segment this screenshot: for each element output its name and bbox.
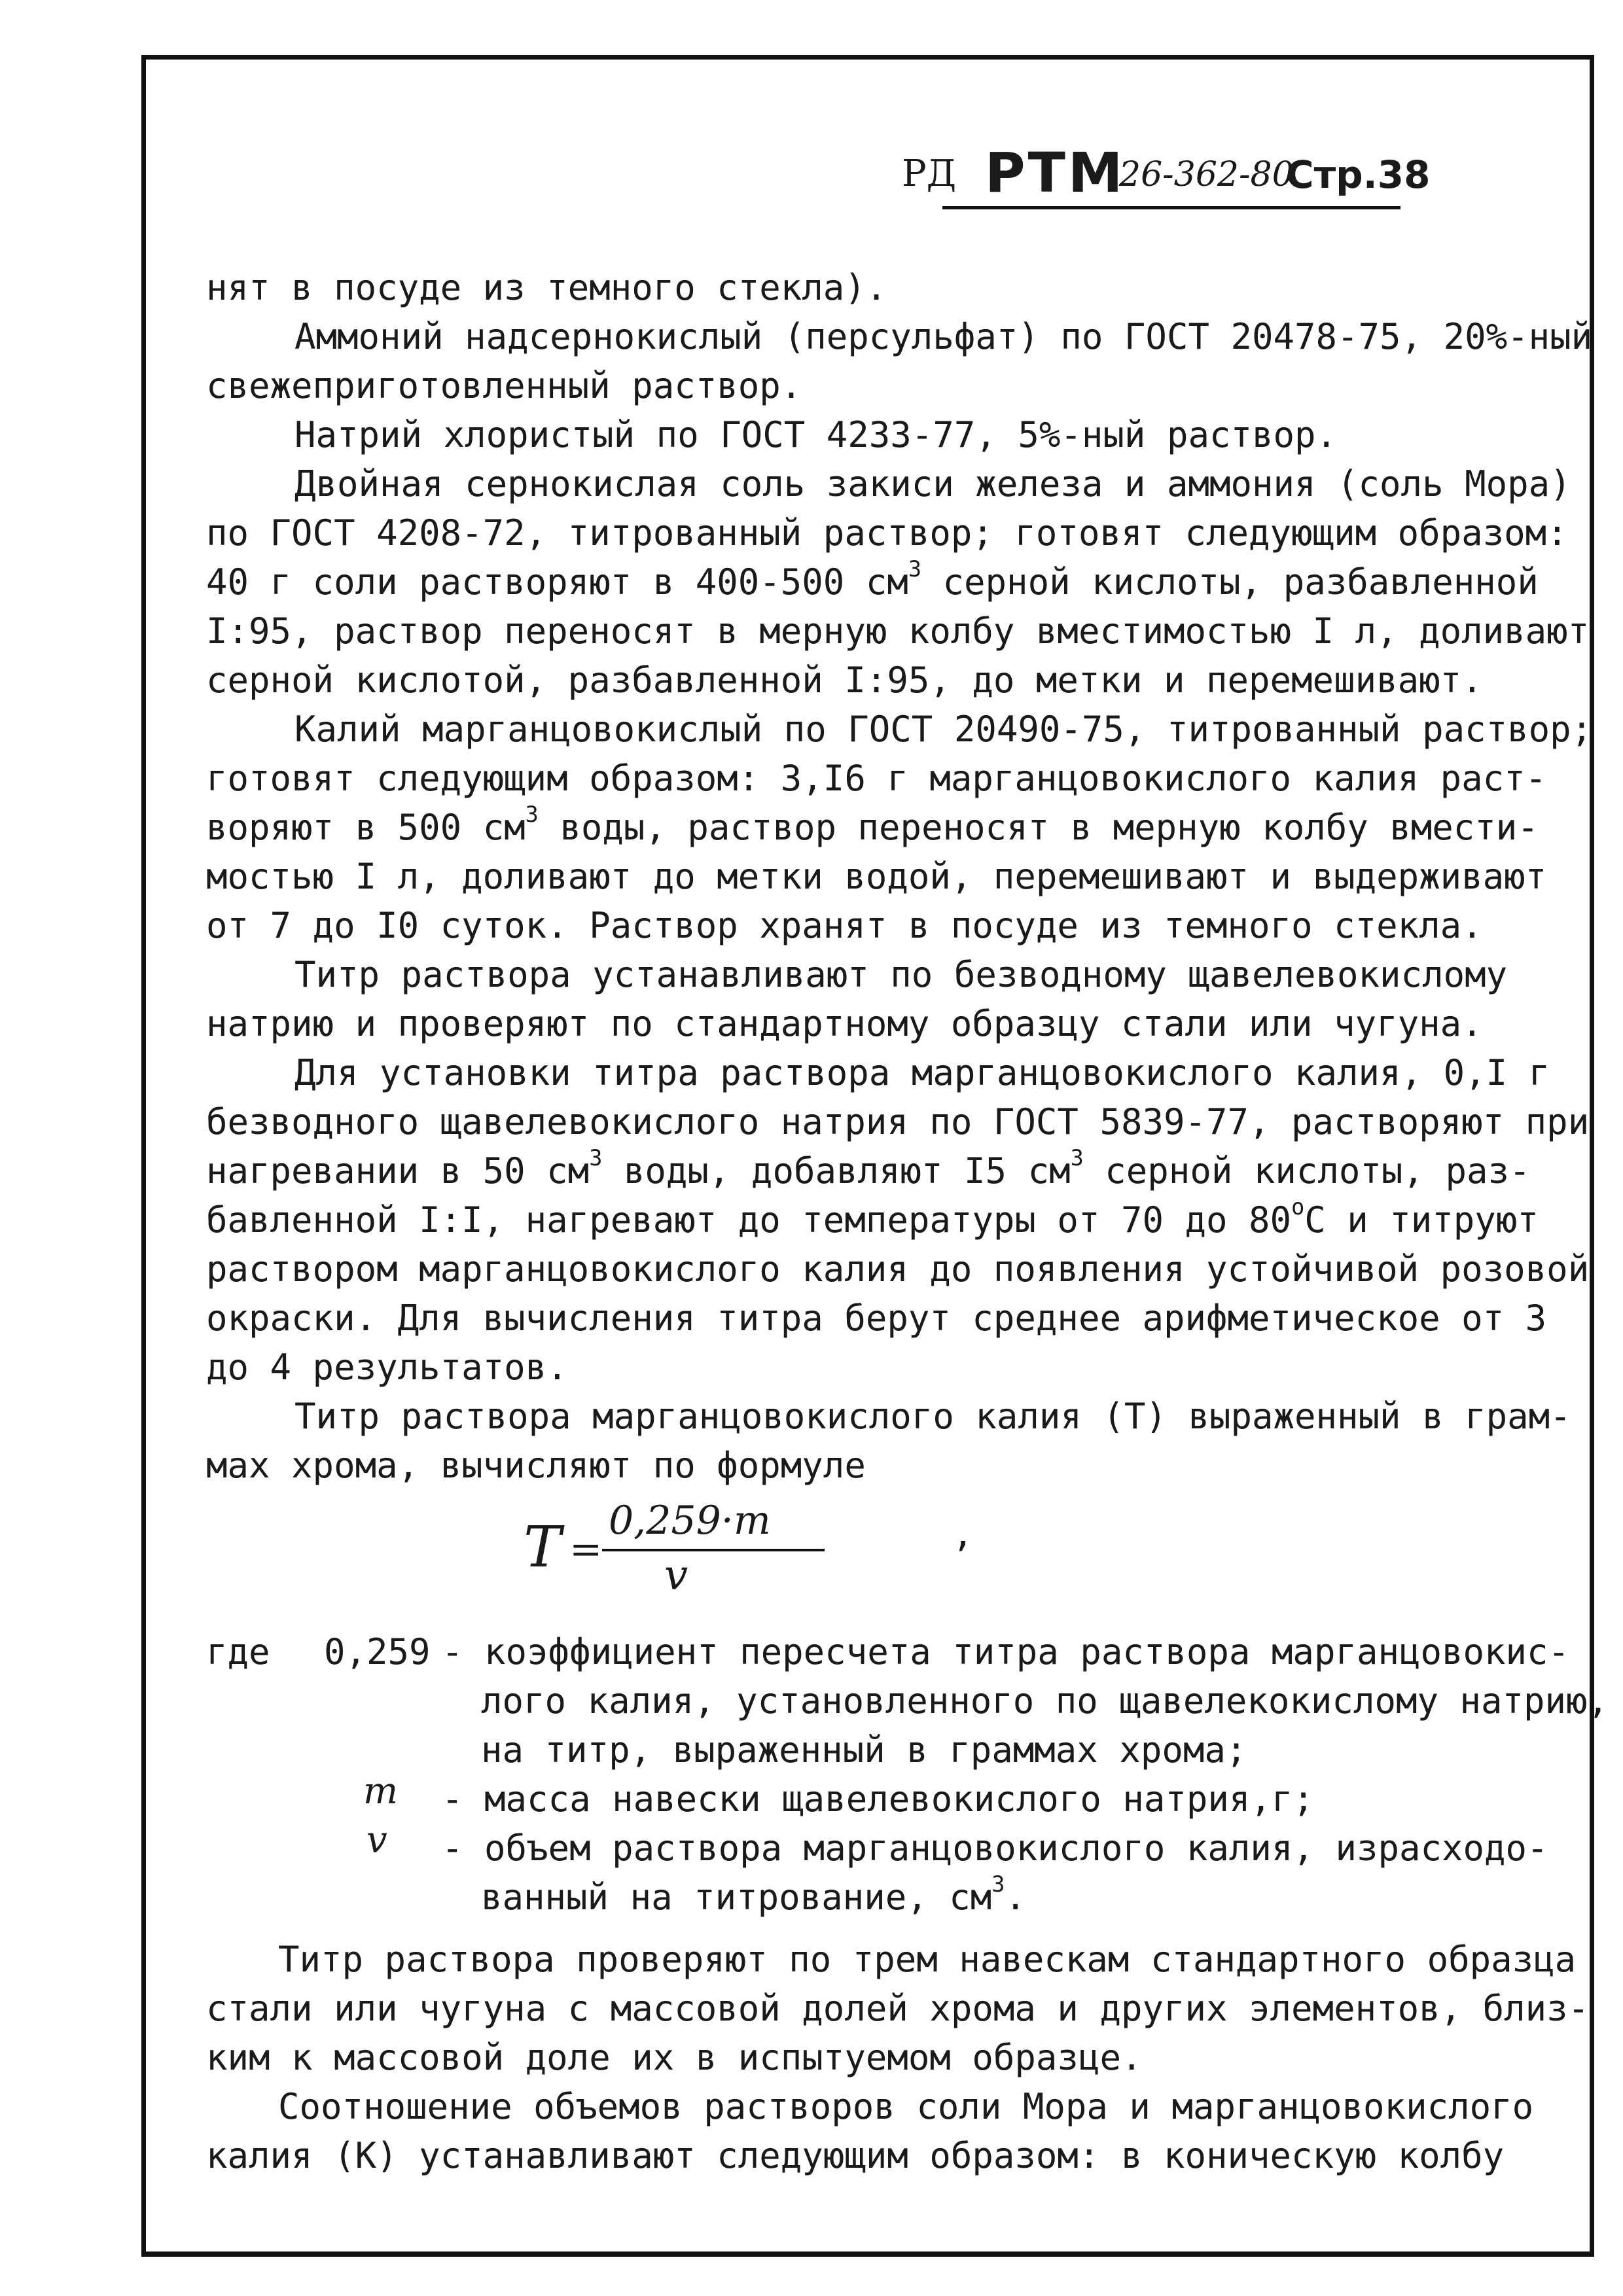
text-line bbox=[206, 1194, 1539, 1248]
coef-description: лого калия, установленного по щавелекокислому натрию, bbox=[481, 1680, 1609, 1722]
text-run: воды, раствор переносят в мерную колбу вмести- bbox=[538, 807, 1539, 848]
header-rd: РД bbox=[902, 152, 957, 195]
text-run: 40 г соли растворяют в 400-500 см bbox=[206, 561, 908, 603]
formula-numerator: 0,259·m bbox=[609, 1498, 771, 1544]
text-line: безводного щавелевокислого натрия по ГОСТ 5839-77, растворяют при bbox=[206, 1101, 1590, 1142]
coef-description: - коэффициент пересчета титра раствора марганцовокис- bbox=[442, 1631, 1570, 1672]
text-line: стали или чугуна с массовой долей хрома и других элементов, близ- bbox=[206, 1988, 1590, 2029]
m-symbol: m bbox=[363, 1770, 399, 1812]
text-line: натрию и проверяют по стандартному образцу стали или чугуна. bbox=[206, 1003, 1483, 1044]
text-run: ванный на титрование, см bbox=[481, 1877, 992, 1918]
text-line: калия (К) устанавливают следующим образом: в коническую колбу bbox=[206, 2135, 1505, 2176]
coef-value: 0,259 bbox=[324, 1631, 431, 1672]
text-line: ким к массовой доле их в испытуемом образце. bbox=[206, 2037, 1143, 2078]
text-line: Натрий хлористый по ГОСТ 4233-77, 5%-ный раствор. bbox=[294, 414, 1338, 455]
text-line: от 7 до I0 суток. Раствор хранят в посуде из темного стекла. bbox=[206, 905, 1483, 946]
fraction-bar bbox=[602, 1549, 825, 1551]
text-run: . bbox=[1005, 1877, 1026, 1918]
where-label: где bbox=[206, 1631, 270, 1672]
text-line: свежеприготовленный раствор. bbox=[206, 365, 802, 406]
superscript: 3 bbox=[991, 1871, 1005, 1898]
page-frame-left bbox=[141, 55, 146, 2257]
text-run: воды, добавляют I5 см bbox=[602, 1150, 1071, 1192]
text-line: Аммоний надсернокислый (персульфат) по ГОСТ 20478-75, 20%-ный bbox=[294, 316, 1593, 357]
header-page-number: Стр.38 bbox=[1286, 152, 1431, 197]
text-line: мах хрома, вычисляют по формуле bbox=[206, 1445, 866, 1486]
text-line: до 4 результатов. bbox=[206, 1347, 568, 1388]
page-frame-bottom bbox=[141, 2252, 1594, 2257]
text-line: мостью I л, доливают до метки водой, перемешивают и выдерживают bbox=[206, 856, 1547, 897]
page-frame-top bbox=[141, 55, 1594, 60]
text-run: серной кислоты, раз- bbox=[1083, 1150, 1531, 1192]
text-line bbox=[206, 556, 1539, 610]
text-line: нят в посуде из темного стекла). bbox=[206, 267, 887, 308]
superscript: 3 bbox=[1070, 1145, 1084, 1171]
text-line bbox=[206, 802, 1539, 855]
text-line: по ГОСТ 4208-72, титрованный раствор; готовят следующим образом: bbox=[206, 512, 1568, 554]
text-line: Титр раствора устанавливают по безводному щавелевокислому bbox=[294, 954, 1508, 995]
page-frame-right bbox=[1590, 55, 1594, 2257]
superscript: о bbox=[1291, 1194, 1305, 1220]
text-line: Двойная сернокислая соль закиси железа и аммония (соль Мора) bbox=[294, 463, 1571, 504]
formula-lhs: T bbox=[524, 1515, 562, 1580]
text-run: нагревании в 50 см bbox=[206, 1150, 590, 1192]
text-line: Титр раствора марганцовокислого калия (Т) выраженный в грам- bbox=[294, 1396, 1571, 1437]
header-underline bbox=[942, 206, 1400, 209]
v-symbol: v bbox=[366, 1819, 387, 1862]
text-run: бавленной I:I, нагревают до температуры от 70 до 80 bbox=[206, 1199, 1292, 1241]
text-line: раствором марганцовокислого калия до появления устойчивой розовой bbox=[206, 1248, 1590, 1290]
text-line bbox=[206, 1145, 1531, 1199]
superscript: 3 bbox=[908, 556, 922, 582]
titer-formula bbox=[524, 1495, 982, 1600]
text-line: Соотношение объемов растворов соли Мора и марганцовокислого bbox=[278, 2086, 1534, 2127]
superscript: 3 bbox=[589, 1145, 603, 1171]
header-rtm: РТМ bbox=[985, 141, 1126, 205]
header-doc-number: 26-362-80 bbox=[1119, 155, 1294, 194]
formula-equals: = bbox=[569, 1527, 603, 1572]
text-line: Калий марганцовокислый по ГОСТ 20490-75, титрованный раствор; bbox=[294, 709, 1593, 750]
page-header bbox=[897, 141, 1486, 206]
v-description bbox=[481, 1871, 1026, 1925]
text-line: Титр раствора проверяют по трем навескам стандартного образца bbox=[278, 1939, 1577, 1980]
text-line: готовят следующим образом: 3,I6 г марганцовокислого калия раст- bbox=[206, 758, 1547, 799]
superscript: 3 bbox=[525, 802, 539, 828]
text-run: воряют в 500 см bbox=[206, 807, 526, 848]
text-line: серной кислотой, разбавленной I:95, до метки и перемешивают. bbox=[206, 660, 1483, 701]
v-description: - объем раствора марганцовокислого калия, израсходо- bbox=[442, 1828, 1548, 1869]
m-description: - масса навески щавелевокислого натрия,г; bbox=[442, 1778, 1314, 1820]
text-run: С и титруют bbox=[1304, 1199, 1539, 1241]
coef-description: на титр, выраженный в граммах хрома; bbox=[481, 1729, 1247, 1771]
text-line: I:95, раствор переносят в мерную колбу вместимостью I л, доливают bbox=[206, 610, 1590, 652]
formula-comma: , bbox=[952, 1513, 974, 1555]
formula-denominator: v bbox=[664, 1551, 688, 1600]
text-run: серной кислоты, разбавленной bbox=[921, 561, 1539, 603]
text-line: Для установки титра раствора марганцовокислого калия, 0,I г bbox=[294, 1052, 1550, 1093]
text-line: окраски. Для вычисления титра берут среднее арифметическое от 3 bbox=[206, 1298, 1547, 1339]
